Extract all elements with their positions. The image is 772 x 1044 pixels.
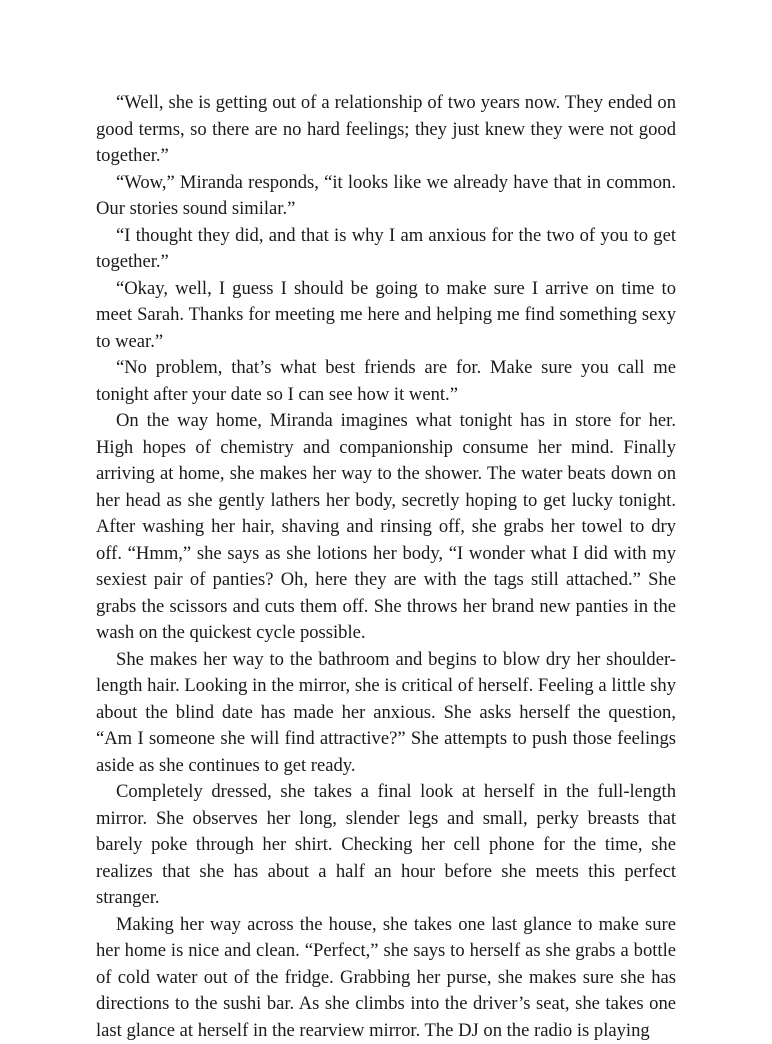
page-body bbox=[96, 90, 676, 1044]
paragraph: “Well, she is getting out of a relationship of two years now. They ended on good terms, so there are no hard feelings; they just knew they were not good together.” bbox=[96, 90, 676, 170]
paragraph: She makes her way to the bathroom and begins to blow dry her shoulder-length hair. Looking in the mirror, she is critical of herself. Feeling a little shy about the blind date has made her anxious. She asks herself the question, “Am I someone she will find attractive?” She attempts to push those feelings aside as she continues to get ready. bbox=[96, 647, 676, 780]
paragraph: Making her way across the house, she takes one last glance to make sure her home is nice and clean. “Perfect,” she says to herself as she grabs a bottle of cold water out of the fridge. Grabbing her purse, she makes sure she has directions to the sushi bar. As she climbs into the driver’s seat, she takes one last glance at herself in the rearview mirror. The DJ on the radio is playing bbox=[96, 912, 676, 1044]
paragraph: “Okay, well, I guess I should be going to make sure I arrive on time to meet Sarah. Thanks for meeting me here and helping me find something sexy to wear.” bbox=[96, 276, 676, 356]
paragraph: “No problem, that’s what best friends are for. Make sure you call me tonight after your date so I can see how it went.” bbox=[96, 355, 676, 408]
paragraph: Completely dressed, she takes a final look at herself in the full-length mirror. She observes her long, slender legs and small, perky breasts that barely poke through her shirt. Checking her cell phone for the time, she realizes that she has about a half an hour before she meets this perfect stranger. bbox=[96, 779, 676, 912]
paragraph: On the way home, Miranda imagines what tonight has in store for her. High hopes of chemistry and companionship consume her mind. Finally arriving at home, she makes her way to the shower. The water beats down on her head as she gently lathers her body, secretly hoping to get lucky tonight. After washing her hair, shaving and rinsing off, she grabs her towel to dry off. “Hmm,” she says as she lotions her body, “I wonder what I did with my sexiest pair of panties? Oh, here they are with the tags still attached.” She grabs the scissors and cuts them off. She throws her brand new panties in the wash on the quickest cycle possible. bbox=[96, 408, 676, 647]
paragraph: “Wow,” Miranda responds, “it looks like we already have that in common. Our stories sound similar.” bbox=[96, 170, 676, 223]
paragraph: “I thought they did, and that is why I am anxious for the two of you to get together.” bbox=[96, 223, 676, 276]
